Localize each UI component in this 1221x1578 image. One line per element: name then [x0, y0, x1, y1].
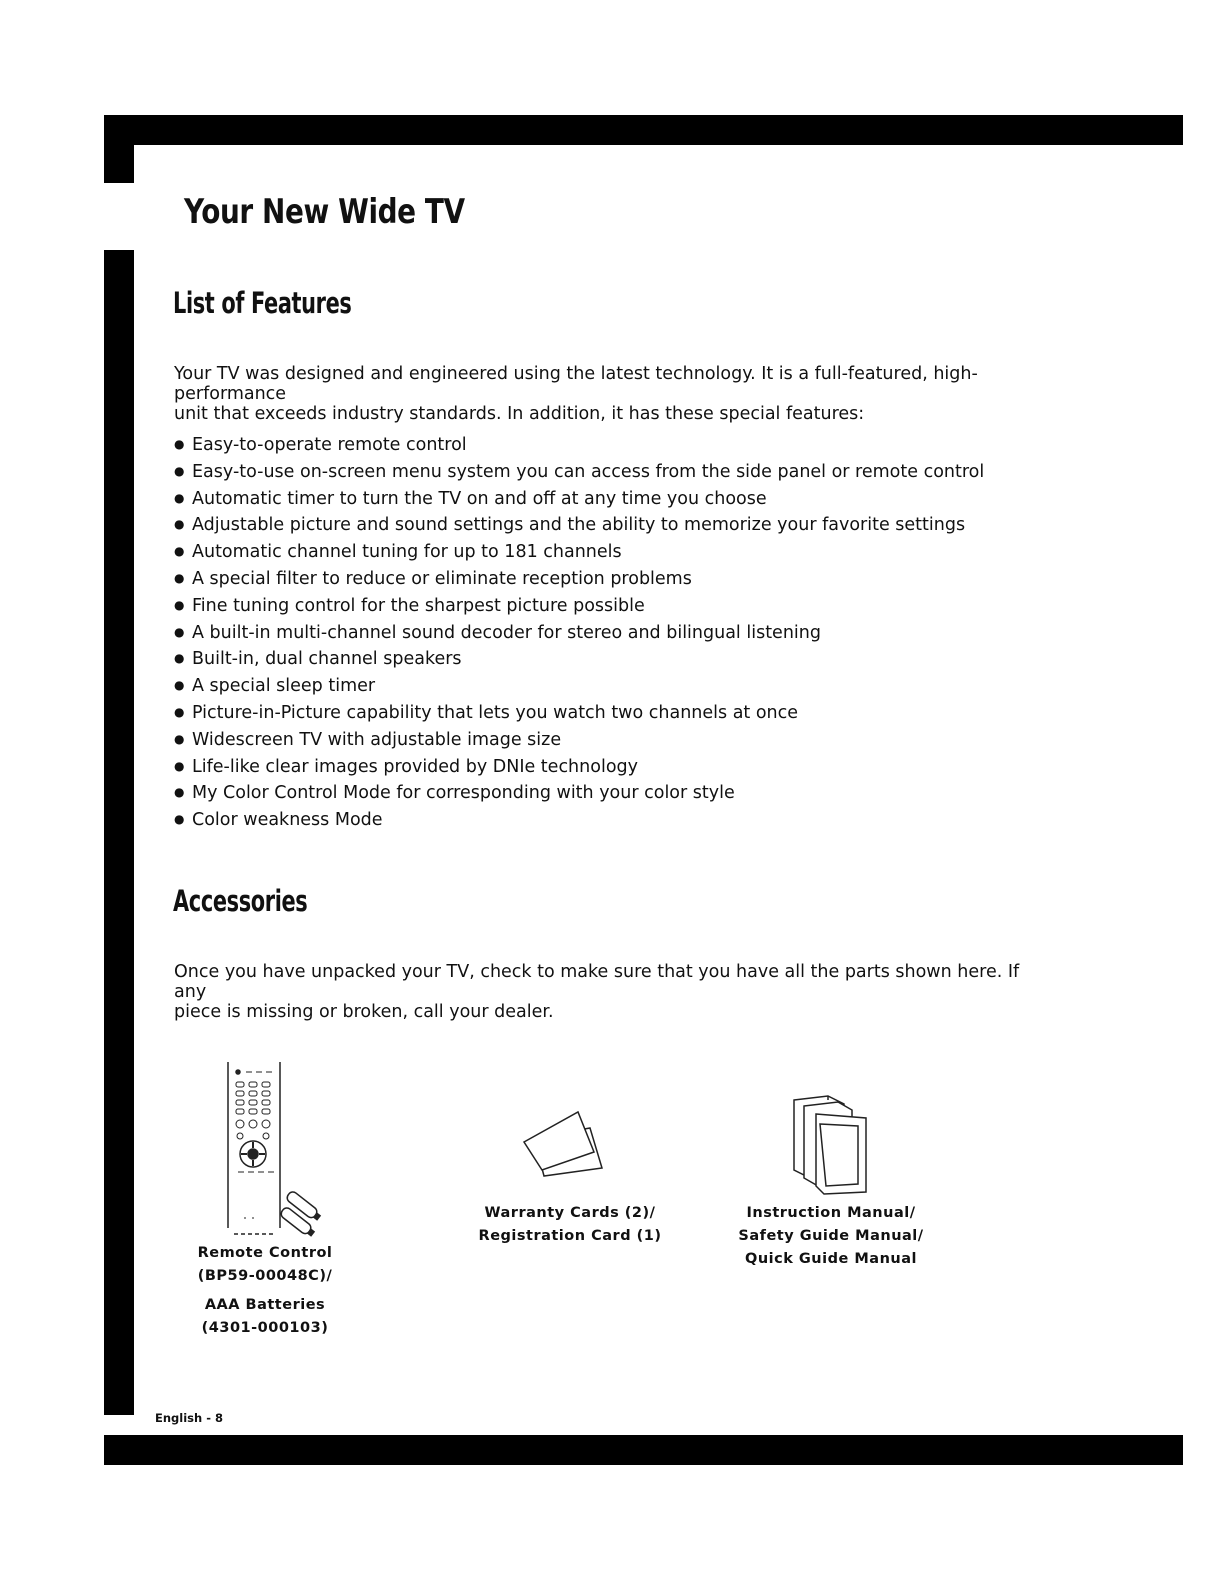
- top-border-bar: [104, 115, 1183, 145]
- bullet-icon: ●: [174, 544, 185, 559]
- caption-line: Instruction Manual/: [746, 1205, 916, 1221]
- feature-list: [174, 432, 984, 834]
- bullet-icon: ●: [174, 678, 185, 693]
- list-item: ● Widescreen TV with adjustable image size: [174, 727, 984, 754]
- features-heading: List of Features: [173, 286, 352, 320]
- caption-line: Registration Card (1): [478, 1228, 662, 1244]
- accessory-caption-manuals: [726, 1202, 936, 1271]
- accessories-intro-line-2: piece is missing or broken, call your dealer.: [174, 1002, 554, 1022]
- list-item: ● Built-in, dual channel speakers: [174, 646, 984, 673]
- list-item: ● A built-in multi-channel sound decoder for stereo and bilingual listening: [174, 620, 984, 647]
- features-intro-line-2: unit that exceeds industry standards. In addition, it has these special features:: [174, 404, 865, 424]
- list-item: ● A special filter to reduce or eliminate reception problems: [174, 566, 984, 593]
- bullet-icon: ●: [174, 758, 185, 773]
- list-item: ● Fine tuning control for the sharpest picture possible: [174, 593, 984, 620]
- bullet-icon: ●: [174, 463, 185, 478]
- caption-line: (4301-000103): [201, 1320, 329, 1336]
- list-item: ● Picture-in-Picture capability that lets you watch two channels at once: [174, 700, 984, 727]
- remote-control-icon: [220, 1058, 345, 1238]
- bullet-icon: ●: [174, 812, 185, 827]
- top-border-corner: [104, 115, 134, 183]
- list-item: ● My Color Control Mode for corresponding with your color style: [174, 780, 984, 807]
- features-intro-line-1: Your TV was designed and engineered using the latest technology. It is a full-featured, high-performance: [174, 364, 978, 404]
- accessories-heading: Accessories: [173, 884, 308, 918]
- caption-line: AAA Batteries: [204, 1297, 326, 1313]
- bullet-icon: ●: [174, 731, 185, 746]
- bottom-border-bar: [104, 1435, 1183, 1465]
- caption-line: Warranty Cards (2)/: [484, 1205, 656, 1221]
- warranty-cards-icon: [520, 1108, 615, 1180]
- bullet-icon: ●: [174, 597, 185, 612]
- manuals-icon: [788, 1094, 873, 1198]
- accessories-intro-line-1: Once you have unpacked your TV, check to make sure that you have all the parts shown here. If any: [174, 962, 1020, 1002]
- bullet-icon: ●: [174, 490, 185, 505]
- accessory-caption-warranty: [470, 1202, 670, 1248]
- list-item: ● Automatic channel tuning for up to 181 channels: [174, 539, 984, 566]
- caption-line: (BP59-00048C)/: [197, 1268, 333, 1284]
- bullet-icon: ●: [174, 570, 185, 585]
- list-item: ● Easy-to-operate remote control: [174, 432, 984, 459]
- list-item: ● Easy-to-use on-screen menu system you can access from the side panel or remote control: [174, 459, 984, 486]
- list-item: ● Color weakness Mode: [174, 807, 984, 834]
- bullet-icon: ●: [174, 704, 185, 719]
- left-border-bar: [104, 250, 134, 1415]
- features-intro: [174, 364, 1034, 424]
- bullet-icon: ●: [174, 437, 185, 451]
- page-number: English - 8: [155, 1411, 223, 1425]
- list-item: ● A special sleep timer: [174, 673, 984, 700]
- bullet-icon: ●: [174, 785, 185, 800]
- accessory-caption-remote: [180, 1242, 350, 1340]
- caption-line: Remote Control: [197, 1245, 333, 1261]
- bullet-icon: ●: [174, 651, 185, 666]
- list-item: ● Adjustable picture and sound settings and the ability to memorize your favorite settings: [174, 512, 984, 539]
- bullet-icon: ●: [174, 624, 185, 639]
- caption-line: Safety Guide Manual/: [738, 1228, 924, 1244]
- accessories-intro: [174, 962, 1034, 1022]
- page-title: Your New Wide TV: [184, 192, 465, 232]
- list-item: ● Automatic timer to turn the TV on and off at any time you choose: [174, 486, 984, 513]
- caption-line: Quick Guide Manual: [745, 1251, 917, 1267]
- bullet-icon: ●: [174, 517, 185, 532]
- list-item: ● Life-like clear images provided by DNIe technology: [174, 754, 984, 781]
